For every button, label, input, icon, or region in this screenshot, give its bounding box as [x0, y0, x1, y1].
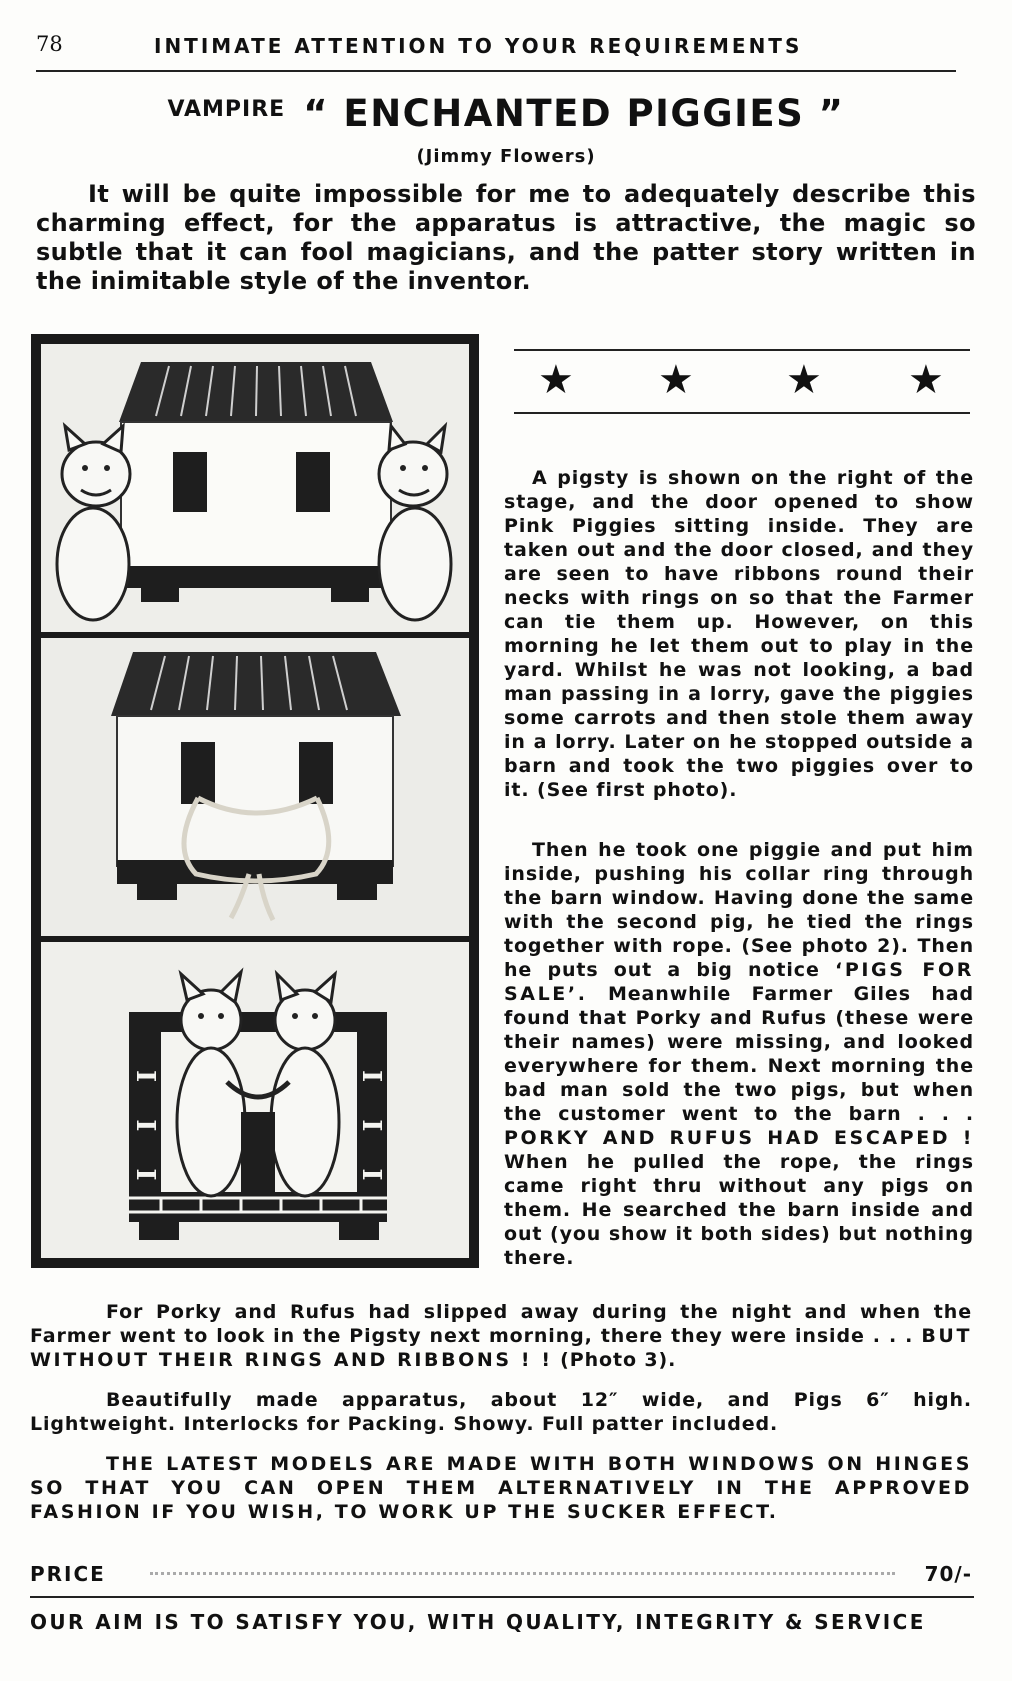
story-text: Meanwhile Farmer Giles had found that Porky and Rufus (these were their names) were missing, and looked everywhere for them. Next morning the bad man sold the two pigs, but when the customer went to the barn . . . — [504, 983, 974, 1125]
price-leader-dots — [150, 1572, 895, 1575]
price-label: PRICE — [30, 1562, 106, 1586]
story-paragraph-3 — [30, 1300, 972, 1372]
title-main: “ ENCHANTED PIGGIES ” — [303, 92, 845, 135]
header-rule — [36, 70, 956, 72]
photo3-right-sign: I I I — [356, 1070, 386, 1195]
photo-frame — [31, 334, 479, 1268]
star-row — [514, 357, 970, 403]
photo-reference: (Photo 3). — [560, 1349, 677, 1371]
photo-3-barn-with-pigs — [41, 942, 469, 1258]
pigs-for-sale-notice: ‘PIGS FOR SALE’. — [504, 959, 974, 1005]
without-rings-emphasis: BUT WITHOUT THEIR RINGS AND RIBBONS ! ! — [30, 1325, 972, 1371]
price-row — [30, 1562, 972, 1592]
story-text: Then he took one piggie and put him inside, pushing his collar ring through the barn window. Having done the same with the second pig, he tied the rings together with rope. (See photo 2). Then he puts out a big notice — [504, 839, 974, 981]
footer-rule — [30, 1596, 974, 1598]
inventor-credit: (Jimmy Flowers) — [416, 146, 596, 167]
escaped-emphasis: PORKY AND RUFUS HAD ESCAPED ! — [504, 1127, 974, 1149]
price-value: 70/- — [924, 1562, 972, 1586]
photo-1-pigsty-with-pigs — [41, 344, 469, 632]
photo-2-pigsty-with-rope — [41, 638, 469, 936]
page-number: 78 — [36, 32, 63, 56]
running-head: INTIMATE ATTENTION TO YOUR REQUIREMENTS — [154, 34, 803, 58]
star-rule-bottom — [514, 412, 970, 414]
story-paragraph-2 — [504, 838, 974, 1270]
story-paragraph-1: A pigsty is shown on the right of the stage, and the door opened to show Pink Piggies sitting inside. They are taken out and the door closed, and they are seen to have ribbons round their necks with rings on so that the Farmer can tie them up. However, on this morning he let them out to play in the yard. Whilst he was not looking, a bad man passing in a lorry, gave the piggies some carrots and then stole them away in a lorry. Later on he stopped outside a barn and took the two piggies over to it. (See first photo). — [504, 467, 974, 801]
product-title — [0, 92, 1012, 135]
star-icon: ★ — [658, 357, 694, 403]
star-icon: ★ — [786, 357, 822, 403]
page-header — [36, 30, 976, 60]
photo3-left-sign: I I I — [130, 1070, 160, 1195]
intro-paragraph: It will be quite impossible for me to adequately describe this charming effect, for the apparatus is attractive, the magic so subtle that it can fool magicians, and the patter story written in the inimitable style of the inventor. — [36, 180, 976, 295]
apparatus-description: Beautifully made apparatus, about 12″ wide, and Pigs 6″ high. Lightweight. Interlocks for Packing. Showy. Full patter included. — [30, 1389, 972, 1435]
title-prefix: VAMPIRE — [167, 97, 286, 122]
story-text: When he pulled the rope, the rings came right thru without any pigs on them. He searched the barn inside and out (you show it both sides) but nothing there. — [504, 1151, 974, 1269]
star-icon: ★ — [538, 357, 574, 403]
star-icon: ★ — [908, 357, 944, 403]
footer-slogan: OUR AIM IS TO SATISFY YOU, WITH QUALITY, INTEGRITY & SERVICE — [30, 1610, 926, 1634]
latest-models-note: THE LATEST MODELS ARE MADE WITH BOTH WINDOWS ON HINGES SO THAT YOU CAN OPEN THEM ALTERNATIVELY IN THE APPROVED FASHION IF YOU WISH, TO WORK UP THE SUCKER EFFECT. — [30, 1453, 972, 1523]
story-text: For Porky and Rufus had slipped away during the night and when the Farmer went to look in the Pigsty next morning, there they were inside . . . — [30, 1301, 972, 1347]
star-rule-top — [514, 349, 970, 351]
